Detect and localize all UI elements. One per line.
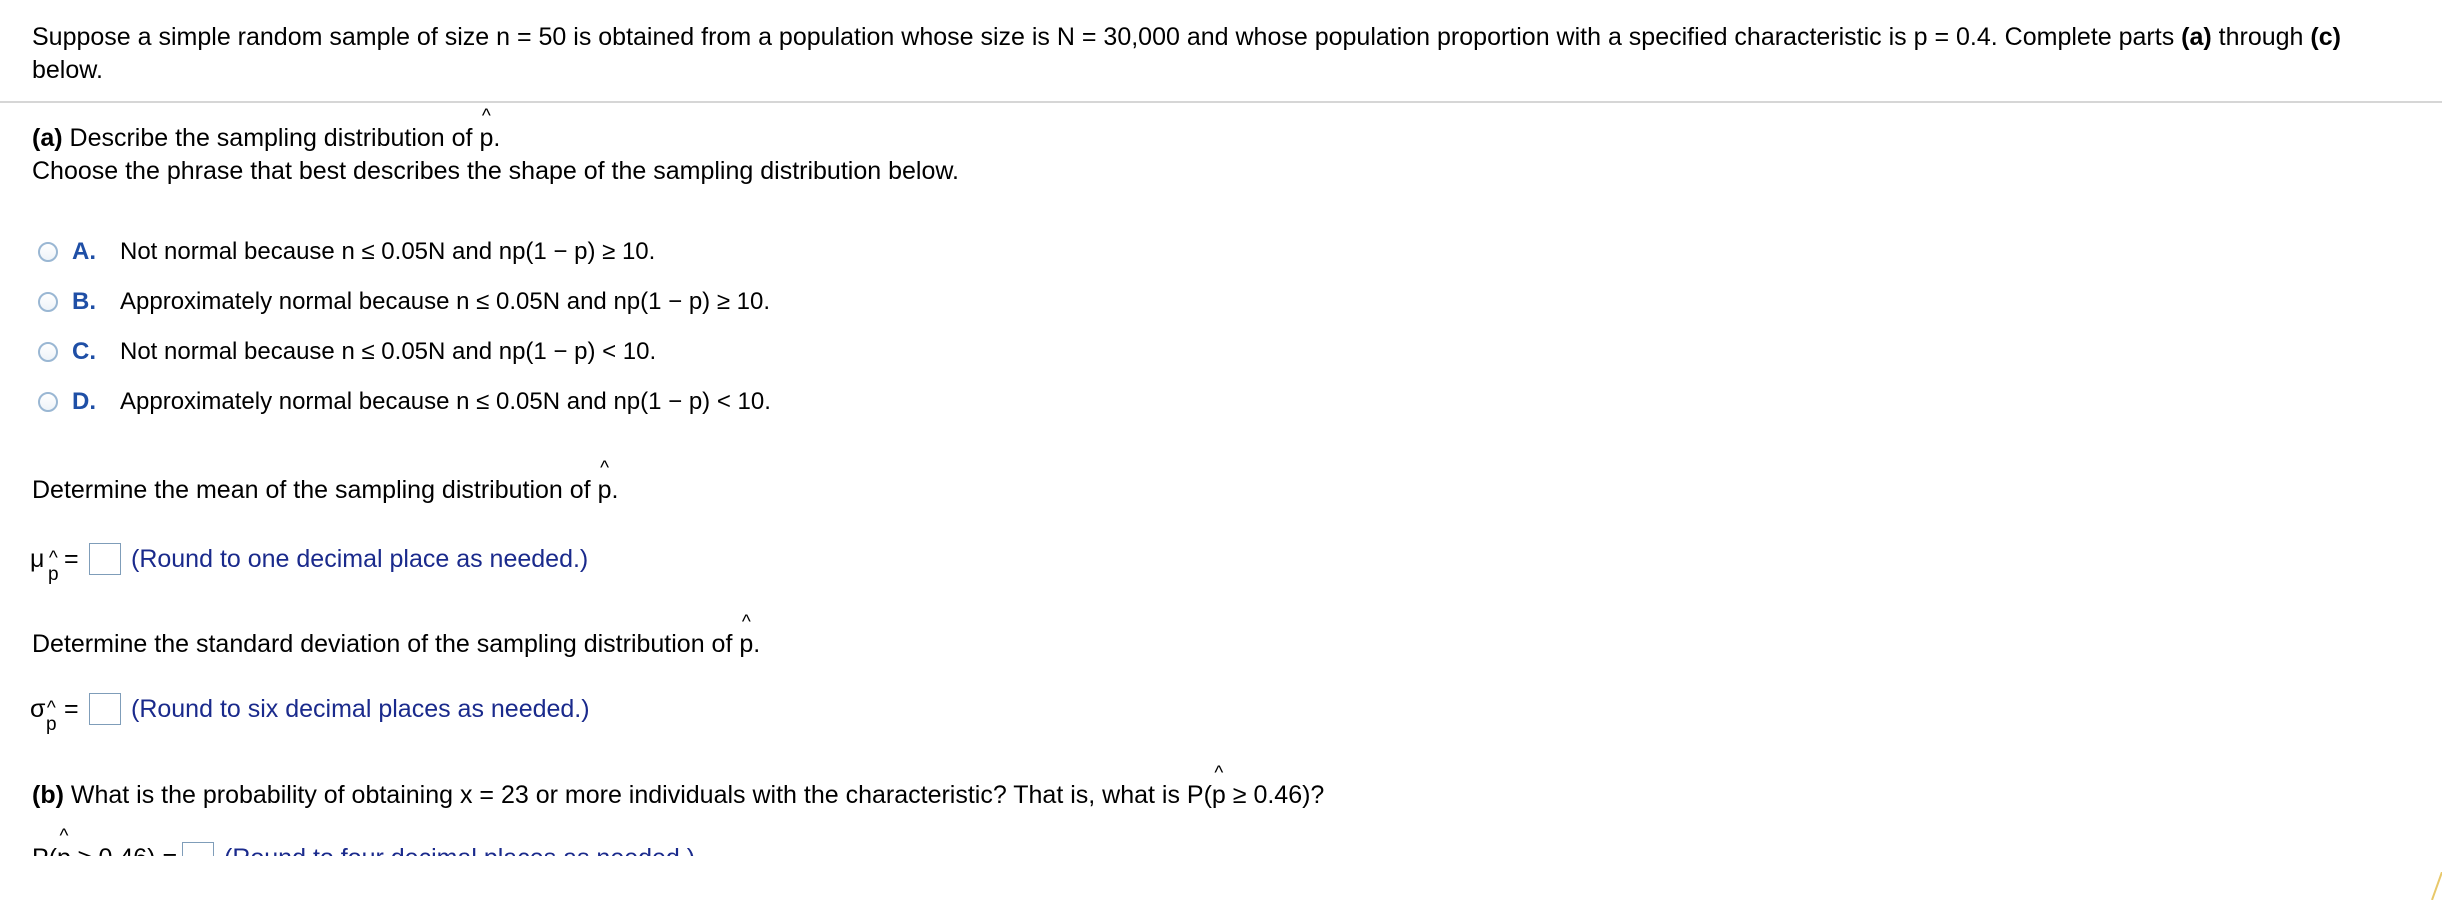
mean-answer-input[interactable] <box>89 543 121 575</box>
p-hat-subscript: ^ p <box>46 714 57 736</box>
sd-hint: (Round to six decimal places as needed.) <box>131 695 590 723</box>
part-b-question: (b) What is the probability of obtaining x = 23 or more individuals with the characteristic? That is, what is P(^ p ≥ 0.46)? <box>32 779 1324 811</box>
p-hat-symbol: ^ p <box>1212 779 1226 811</box>
mean-equals: = <box>64 545 79 573</box>
option-b-text: Approximately normal because n ≤ 0.05N and np(1 − p) ≥ 10. <box>120 288 771 315</box>
sd-answer-input[interactable] <box>89 693 121 725</box>
option-c-letter: C. <box>72 338 96 365</box>
option-c-text: Not normal because n ≤ 0.05N and np(1 − p) < 10. <box>120 338 657 365</box>
part-a-instruction: Choose the phrase that best describes the shape of the sampling distribution below. <box>32 157 959 185</box>
option-b-letter: B. <box>72 288 96 315</box>
radio-option-b[interactable] <box>38 292 58 312</box>
sd-subscript <box>46 714 57 736</box>
option-d-letter: D. <box>72 388 96 415</box>
option-d-text: Approximately normal because n ≤ 0.05N and np(1 − p) < 10. <box>120 388 771 415</box>
sd-equals: = <box>64 695 79 723</box>
resize-corner-icon <box>2430 872 2442 900</box>
radio-option-c[interactable] <box>38 342 58 362</box>
problem-intro-continued: below. <box>32 56 103 84</box>
option-a-text: Not normal because n ≤ 0.05N and np(1 − p) ≥ 10. <box>120 238 656 265</box>
section-divider <box>0 101 2442 103</box>
p-hat-symbol: ^ p <box>479 122 493 154</box>
radio-option-d[interactable] <box>38 392 58 412</box>
p-hat-symbol: ^ p <box>739 628 753 660</box>
option-a-letter: A. <box>72 238 96 265</box>
mean-symbol: μ <box>30 545 45 573</box>
p-hat-subscript: ^ p <box>48 564 59 586</box>
p-hat-symbol: ^ p <box>598 474 612 506</box>
sd-symbol: σ <box>30 695 46 723</box>
mean-prompt: Determine the mean of the sampling distribution of ^ p. <box>32 474 618 506</box>
problem-intro: Suppose a simple random sample of size n = 50 is obtained from a population whose size is N = 30,000 and whose population proportion with a specified characteristic is p = 0.4. Complete parts (a) through (c) <box>32 23 2341 51</box>
part-a-heading: (a) Describe the sampling distribution of ^ p. <box>32 122 500 154</box>
mean-subscript <box>48 564 59 586</box>
sd-prompt: Determine the standard deviation of the sampling distribution of ^ p. <box>32 628 760 660</box>
radio-option-a[interactable] <box>38 242 58 262</box>
scroll-clip-region <box>0 856 2442 908</box>
mean-hint: (Round to one decimal place as needed.) <box>131 545 589 573</box>
